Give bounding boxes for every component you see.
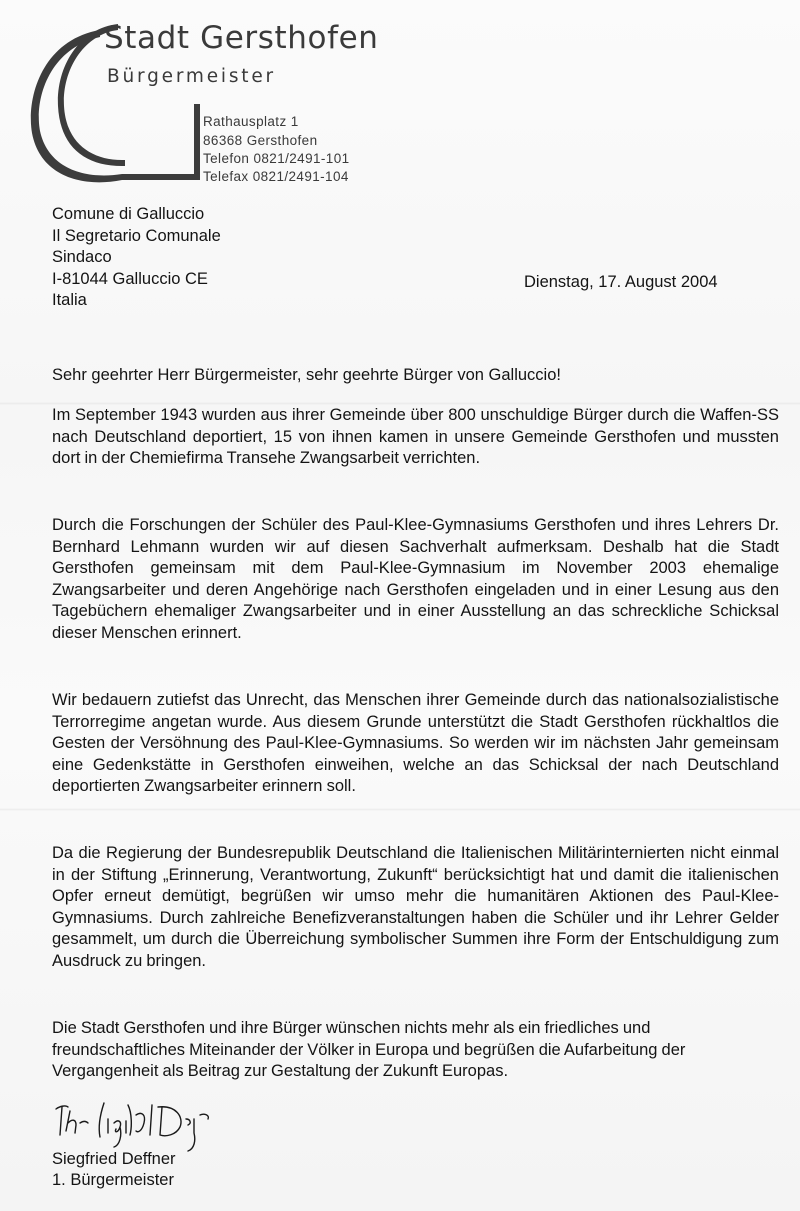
paper-fold (0, 808, 800, 811)
address-phone: Telefon 0821/2491-101 (203, 151, 350, 166)
paragraph: Durch die Forschungen der Schüler des Paul-Klee-Gymnasiums Gersthofen und ihres Lehrers Dr. Bernhard Lehmann wurden wir auf diesen Sachverhalt aufmerksam. Deshalb hat die Stadt Gersthofen gemeinsam mit dem Paul-Klee-Gymnasium im November 2003 ehemalige Zwangsarbeiter und deren Angehörige nach Gersthofen eingeladen und in einer Lesung aus den Tagebüchern ehemaliger Zwangsarbeiter und in einer Ausstellung an das schreckliche Schicksal dieser Menschen erinnert. (52, 516, 779, 642)
recipient-line: I-81044 Galluccio CE (52, 269, 208, 288)
handwritten-signature-icon (52, 1097, 222, 1152)
address-city: 86368 Gersthofen (203, 133, 318, 148)
city-name: Stadt Gersthofen (104, 20, 379, 56)
paragraph: Die Stadt Gersthofen und ihre Bürger wünschen nichts mehr als ein friedliches und freundschaftliches Miteinander der Völker in Europa und begrüßen die Aufarbeitung der Vergangenheit als Beitrag zur Gestaltung der Zukunft Europas. (52, 1019, 686, 1081)
paragraph: Wir bedauern zutiefst das Unrecht, das Menschen ihrer Gemeinde durch das nationalsozialistische Terrorregime angetan wurde. Aus diesem Grunde unterstützt die Stadt Gersthofen rückhaltlos die Gesten der Versöhnung des Paul-Klee-Gymnasiums. So werden wir im nächsten Jahr gemeinsam eine Gedenkstätte in Gersthofen einweihen, welche an das Schicksal der nach Deutschland deportierten Zwangsarbeiter erinnern soll. (52, 691, 779, 796)
signer-name: Siegfried Deffner (52, 1150, 176, 1168)
recipient-line: Italia (52, 291, 87, 309)
recipient-line: Comune di Galluccio (52, 205, 205, 223)
office-title: Bürgermeister (107, 66, 276, 87)
recipient-address (52, 204, 221, 312)
letter-date: Dienstag, 17. August 2004 (524, 273, 718, 291)
address-street: Rathausplatz 1 (203, 114, 299, 129)
recipient-line: Sindaco (52, 248, 112, 266)
paragraph: Da die Regierung der Bundesrepublik Deutschland die Italienischen Militärinternierten nicht einmal in der Stiftung „Erinnerung, Verantwortung, Zukunft“ berücksichtigt hat und damit die italienischen Opfer erneut demütigt, begrüßen wir umso mehr die humanitären Aktionen des Paul-Klee-Gymnasiums. Durch zahlreiche Benefizveranstaltungen haben die Schüler und ihr Lehrer Gelder gesammelt, um durch die Überreichung symbolischer Summen ihre Form der Entschuldigung zum Ausdruck zu bringen. (52, 844, 779, 970)
paragraph: Im September 1943 wurden aus ihrer Gemeinde über 800 unschuldige Bürger durch die Waffen-SS nach Deutschland deportiert, 15 von ihnen kamen in unsere Gemeinde Gersthofen und mussten dort in der Chemiefirma Transehe Zwangsarbeit verrichten. (52, 406, 779, 468)
signer-title: 1. Bürgermeister (52, 1171, 174, 1189)
address-fax: Telefax 0821/2491-104 (203, 169, 349, 184)
recipient-line: Il Segretario Comunale (52, 226, 221, 245)
salutation: Sehr geehrter Herr Bürgermeister, sehr geehrte Bürger von Galluccio! (52, 366, 561, 384)
